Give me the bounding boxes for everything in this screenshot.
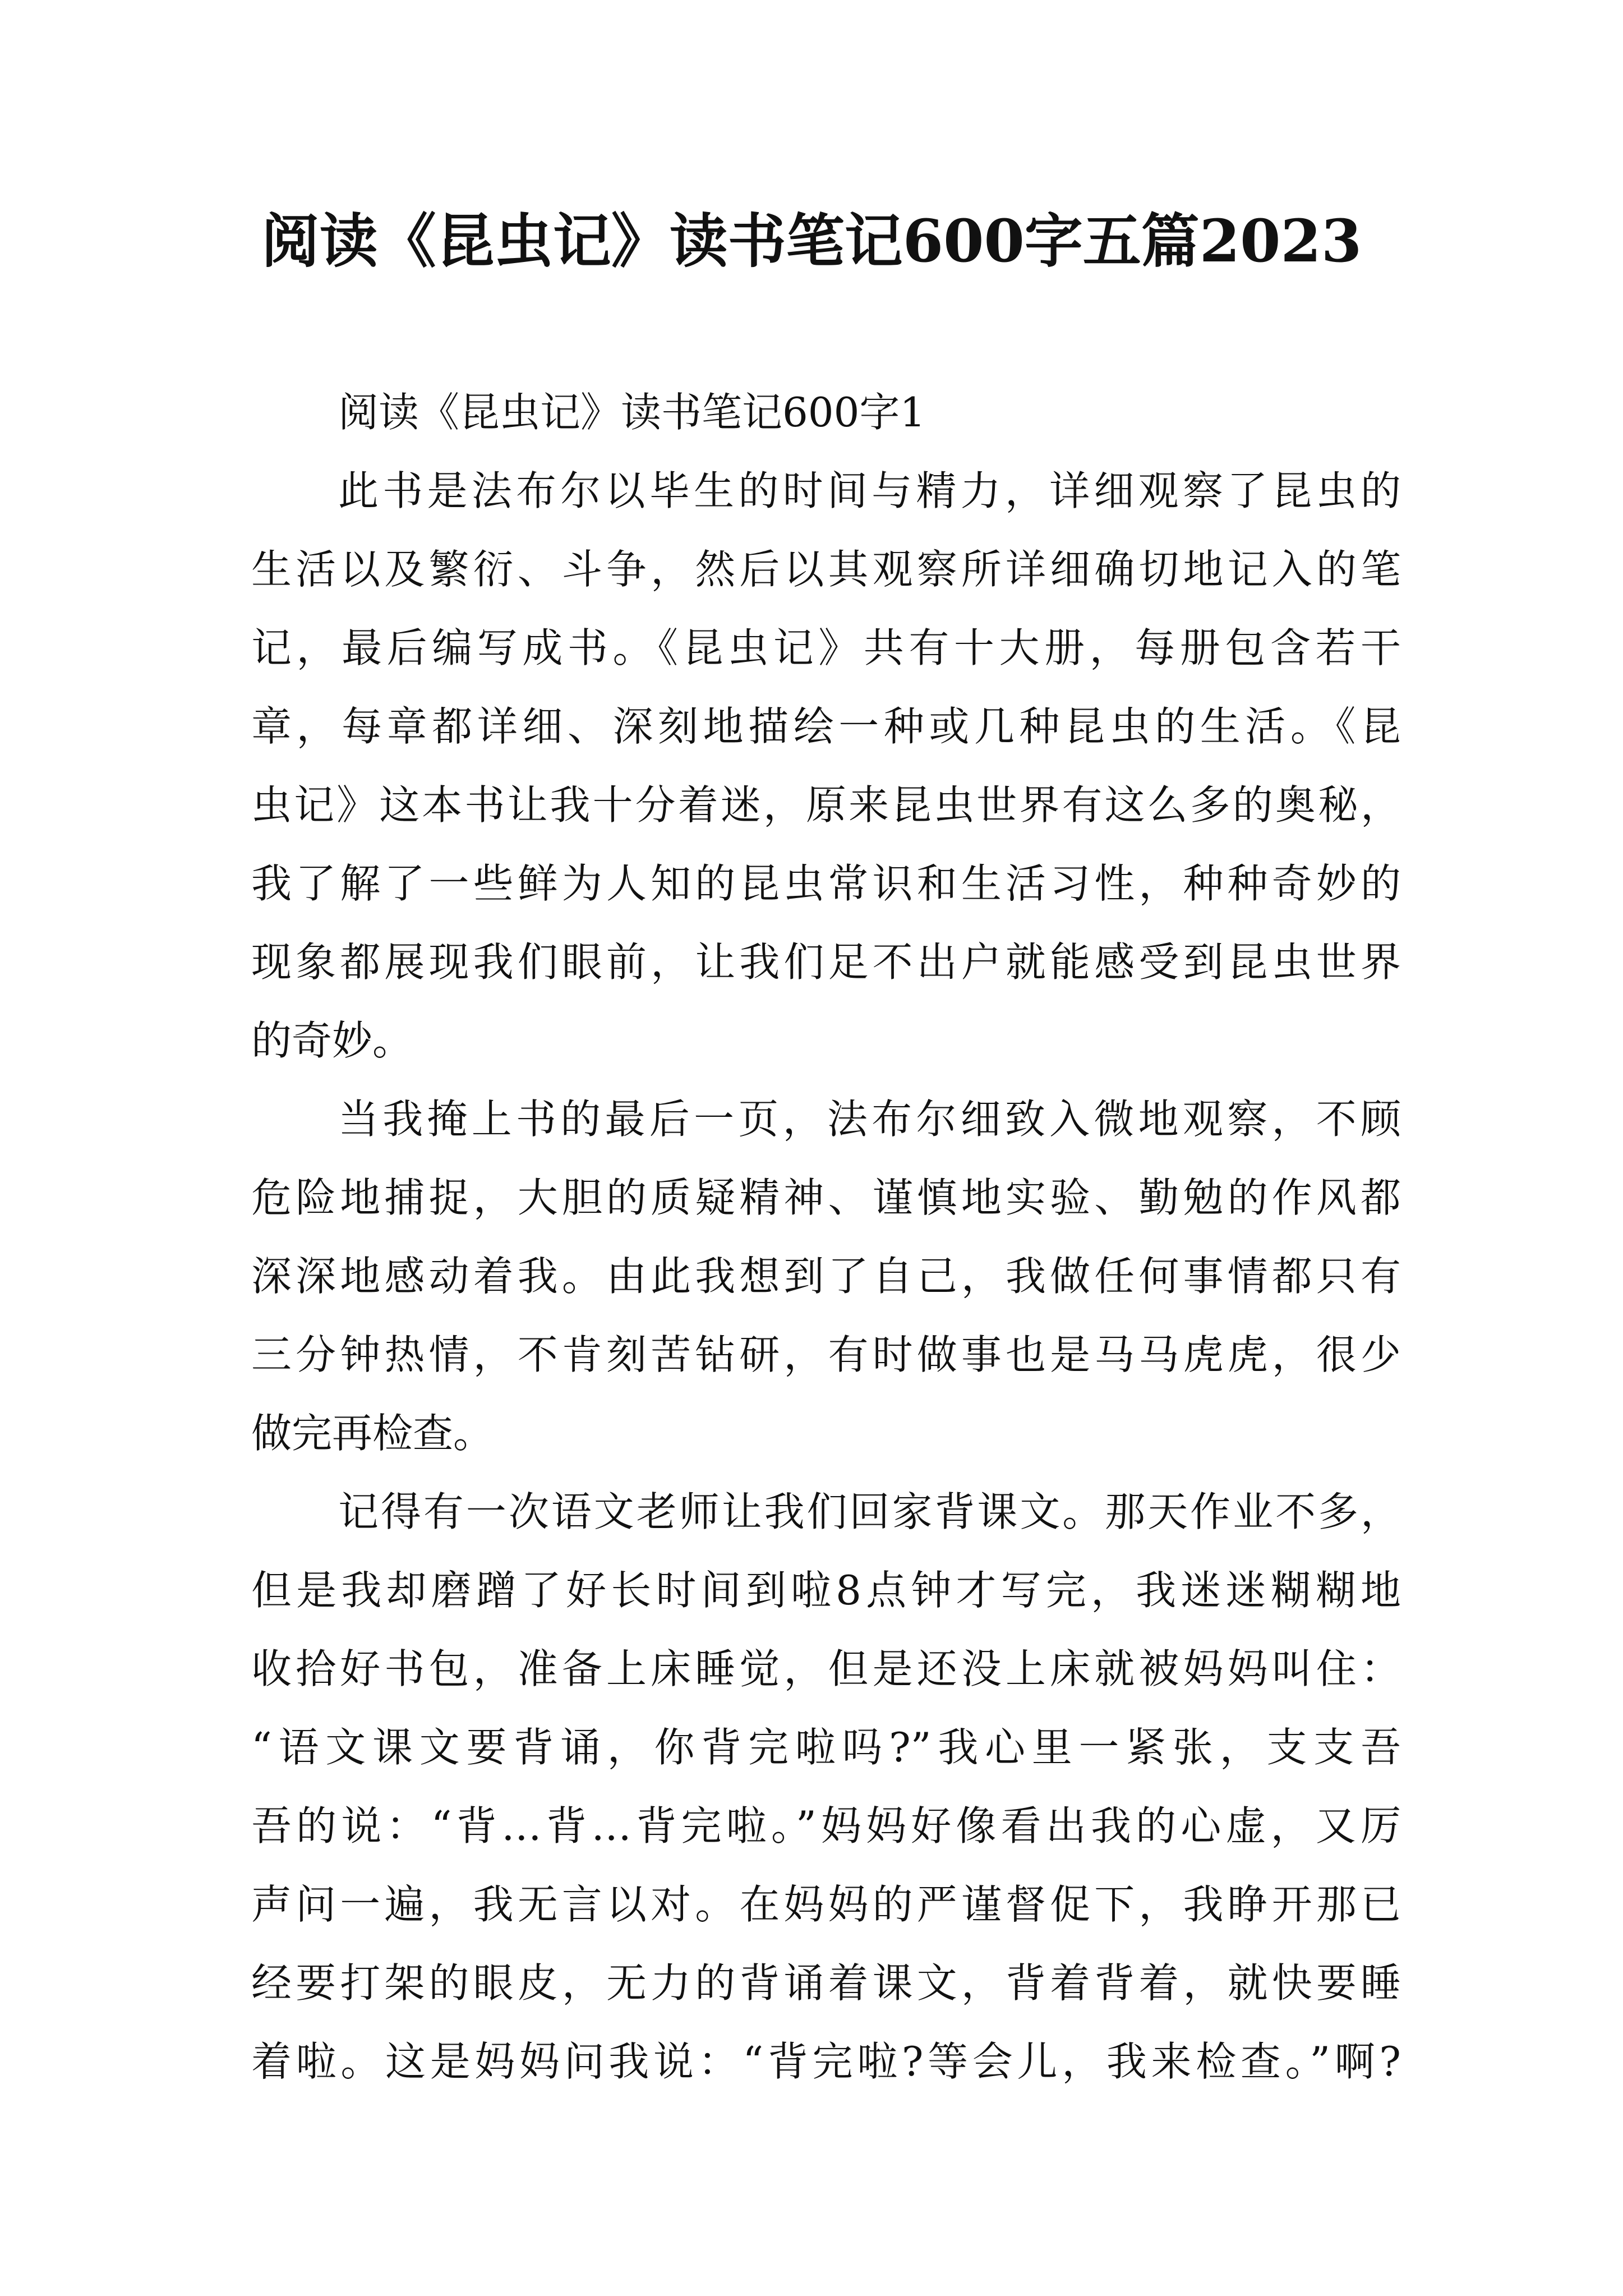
paragraph-line: 当我掩上书的最后一页，法布尔细致入微地观察，不顾: [338, 1096, 1401, 1143]
paragraph-line: 现象都展现我们眼前，让我们足不出户就能感受到昆虫世界: [251, 938, 1401, 986]
paragraph-line: 收拾好书包，准备上床睡觉，但是还没上床就被妈妈叫住：: [251, 1645, 1401, 1692]
paragraph-line: 危险地捕捉，大胆的质疑精神、谨慎地实验、勤勉的作风都: [251, 1174, 1401, 1221]
paragraph-line: 声问一遍，我无言以对。在妈妈的严谨督促下，我睁开那已: [251, 1881, 1401, 1928]
paragraph-line: 的奇妙。: [251, 1017, 413, 1064]
paragraph-line: “语文课文要背诵，你背完啦吗?”我心里一紧张，支支吾: [251, 1724, 1401, 1771]
paragraph-line: 生活以及繁衍、斗争，然后以其观察所详细确切地记入的笔: [251, 546, 1401, 593]
paragraph-line: 深深地感动着我。由此我想到了自己，我做任何事情都只有: [251, 1253, 1401, 1300]
paragraph-line: 此书是法布尔以毕生的时间与精力，详细观察了昆虫的: [338, 467, 1401, 514]
paragraph-line: 我了解了一些鲜为人知的昆虫常识和生活习性，种种奇妙的: [251, 860, 1401, 907]
paragraph-1: [251, 452, 1401, 1080]
paragraph-line: 记，最后编写成书。《昆虫记》共有十大册，每册包含若干: [251, 624, 1401, 671]
paragraph-line: 章，每章都详细、深刻地描绘一种或几种昆虫的生活。《昆: [251, 703, 1401, 750]
paragraph-line: 经要打架的眼皮，无力的背诵着课文，背着背着，就快要睡: [251, 1959, 1401, 2007]
paragraph-line: 但是我却磨蹭了好长时间到啦8点钟才写完，我迷迷糊糊地: [251, 1567, 1401, 1614]
paragraph-line: 吾的说：“背…背…背完啦。”妈妈好像看出我的心虚，又厉: [251, 1802, 1401, 1849]
paragraph-line: 记得有一次语文老师让我们回家背课文。那天作业不多，: [338, 1488, 1401, 1535]
paragraph-3: [251, 1473, 1401, 2101]
section-heading: 阅读《昆虫记》读书笔记600字1: [338, 389, 926, 436]
paragraph-line: 三分钟热情，不肯刻苦钻研，有时做事也是马马虎虎，很少: [251, 1331, 1401, 1378]
paragraph-line: 虫记》这本书让我十分着迷，原来昆虫世界有这么多的奥秘，: [251, 781, 1401, 829]
paragraph-2: [251, 1080, 1401, 1473]
document-title: 阅读《昆虫记》读书笔记600字五篇2023: [261, 206, 1362, 275]
paragraph-line: 做完再检查。: [251, 1410, 494, 1457]
document-body: [251, 373, 1401, 2101]
paragraph-line: 着啦。这是妈妈问我说：“背完啦?等会儿，我来检查。”啊?: [251, 2038, 1401, 2085]
